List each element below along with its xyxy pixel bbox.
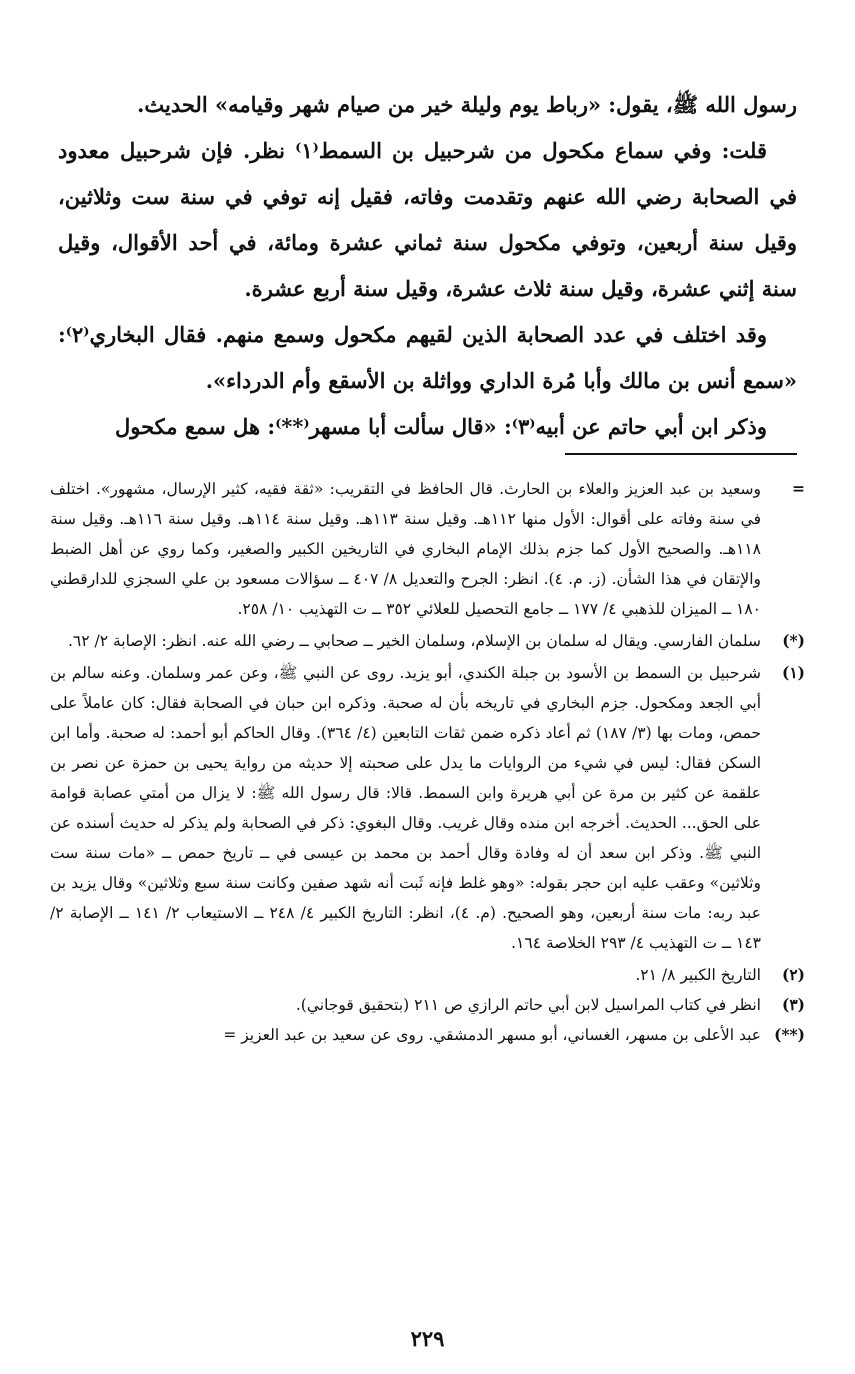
footnote-mark: (٣) — [781, 995, 805, 1014]
page-number: ٢٢٩ — [410, 1326, 445, 1351]
footnotes — [50, 474, 805, 1050]
footnote-continued — [50, 474, 805, 624]
main-paragraph-1: رسول الله ﷺ، يقول: «رباط يوم وليلة خير من صيام شهر وقيامه» الحديث. — [137, 92, 797, 117]
main-text — [58, 82, 797, 450]
footnote-mark: (*) — [782, 631, 805, 650]
footnote-double-star — [50, 1020, 805, 1050]
footnote-text: التاريخ الكبير ٨/ ٢١. — [635, 966, 761, 984]
footnote-mark: (٢) — [781, 965, 805, 984]
footnote-text: انظر في كتاب المراسيل لابن أبي حاتم الرازي ص ٢١١ (بتحقيق قوجاني). — [295, 996, 761, 1014]
footnote-text: عبد الأعلى بن مسهر، الغساني، أبو مسهر الدمشقي. روى عن سعيد بن عبد العزيز = — [223, 1026, 761, 1044]
footnote-text: وسعيد بن عبد العزيز والعلاء بن الحارث. قال الحافظ في التقريب: «ثقة فقيه، كثير الإرسال، مشهور». اختلف في سنة وفاته على أقوال: الأول منها ١١٢هـ. وقيل سنة ١١٣هـ. وقيل سنة ١١٤هـ. وقيل سنة ١١٦هـ. وقيل سنة ١١٨هـ. والصحيح الأول كما جزم بذلك الإمام البخاري في التاريخين الكبير والصغير، وكما روي عن أهل الضبط والإتقان في هذا الشأن. (ز. م. ٤). انظر: الجرح والتعديل ٨/ ٤٠٧ ــ سؤالات مسعود بن علي السجزي للدارقطني ١٨٠ ــ الميزان للذهبي ٤/ ١٧٧ ــ جامع التحصيل للعلائي ٣٥٢ ــ ت التهذيب ١٠/ ٢٥٨. — [50, 480, 762, 618]
footnote-text: شرحبيل بن السمط بن الأسود بن جبلة الكندي، أبو يزيد. روى عن النبي ﷺ، وعن عمر وسلمان. وعنه سالم بن أبي الجعد ومكحول. جزم البخاري في تاريخه بأن له صحبة. وذكره ابن حبان في الصحابة فقال: كان عاملاً على حمص، ومات بها (٣/ ١٨٧) ثم أعاد ذكره ضمن ثقات التابعين (٤/ ٣٦٤). وقال الحاكم أبو أحمد: له صحبة. وأما ابن السكن فقال: ليس في شيء من الروايات ما يدل على صحبته إلا حديثه من رواية يحيى بن حمزة عن نصر بن علقمة عن كثير بن مرة عن أبي هريرة وابن السمط. قالا: قال رسول الله ﷺ: لا يزال من أمتي عصابة قوامة على الحق... الحديث. أخرجه ابن منده وقال غريب. وقال البغوي: ذكر في الصحابة ولم يذكر له حديث أسنده عن النبي ﷺ. وذكر ابن سعد أن له وفادة وقال أحمد بن محمد بن عيسى في ــ تاريخ حمص ــ «مات سنة ست وثلاثين» وعقب عليه ابن حجر بقوله: «وهو غلط فإنه ثَبت أنه شهد صفين وكانت سنة سبع وثلاثين» وقال يزيد بن عبد ربه: مات سنة أربعين، وهو الصحيح. (م. ٤)، انظر: التاريخ الكبير ٤/ ٢٤٨ ــ الاستيعاب ٢/ ١٤١ ــ الإصابة ٢/ ١٤٣ ــ ت التهذيب ٤/ ٢٩٣ الخلاصة ١٦٤. — [50, 664, 761, 952]
main-paragraph-2: قلت: وفي سماع مكحول من شرحبيل بن السمط⁽١⁾ نظر. فإن شرحبيل معدود في الصحابة رضي الله عنهم وتقدمت وفاته، فقيل إنه توفي في سنة ست وثلاثين، وقيل سنة أربعين، وتوفي مكحول سنة ثماني عشرة ومائة، في أحد الأقوال، وقيل سنة إثني عشرة، وقيل سنة ثلاث عشرة، وقيل سنة أربع عشرة. — [58, 138, 797, 301]
main-paragraph-4: وذكر ابن أبي حاتم عن أبيه⁽٣⁾: «قال سألت أبا مسهر⁽**⁾: هل سمع مكحول — [115, 414, 767, 439]
footnote-text: سلمان الفارسي. ويقال له سلمان بن الإسلام، وسلمان الخير ــ صحابي ــ رضي الله عنه. انظر: الإصابة ٢/ ٦٢. — [67, 632, 761, 650]
footnote-star — [50, 626, 805, 656]
footnote-separator — [565, 453, 797, 455]
footnote-mark: = — [792, 479, 805, 498]
footnote-3 — [50, 990, 805, 1020]
footnote-1 — [50, 658, 805, 958]
footnote-2 — [50, 960, 805, 990]
footnote-mark: (١) — [781, 663, 805, 682]
footnote-mark: (**) — [774, 1025, 805, 1044]
main-paragraph-3: وقد اختلف في عدد الصحابة الذين لقيهم مكحول وسمع منهم. فقال البخاري⁽٢⁾: «سمع أنس بن مالك وأبا مُرة الداري وواثلة بن الأسقع وأم الدرداء». — [58, 322, 797, 393]
